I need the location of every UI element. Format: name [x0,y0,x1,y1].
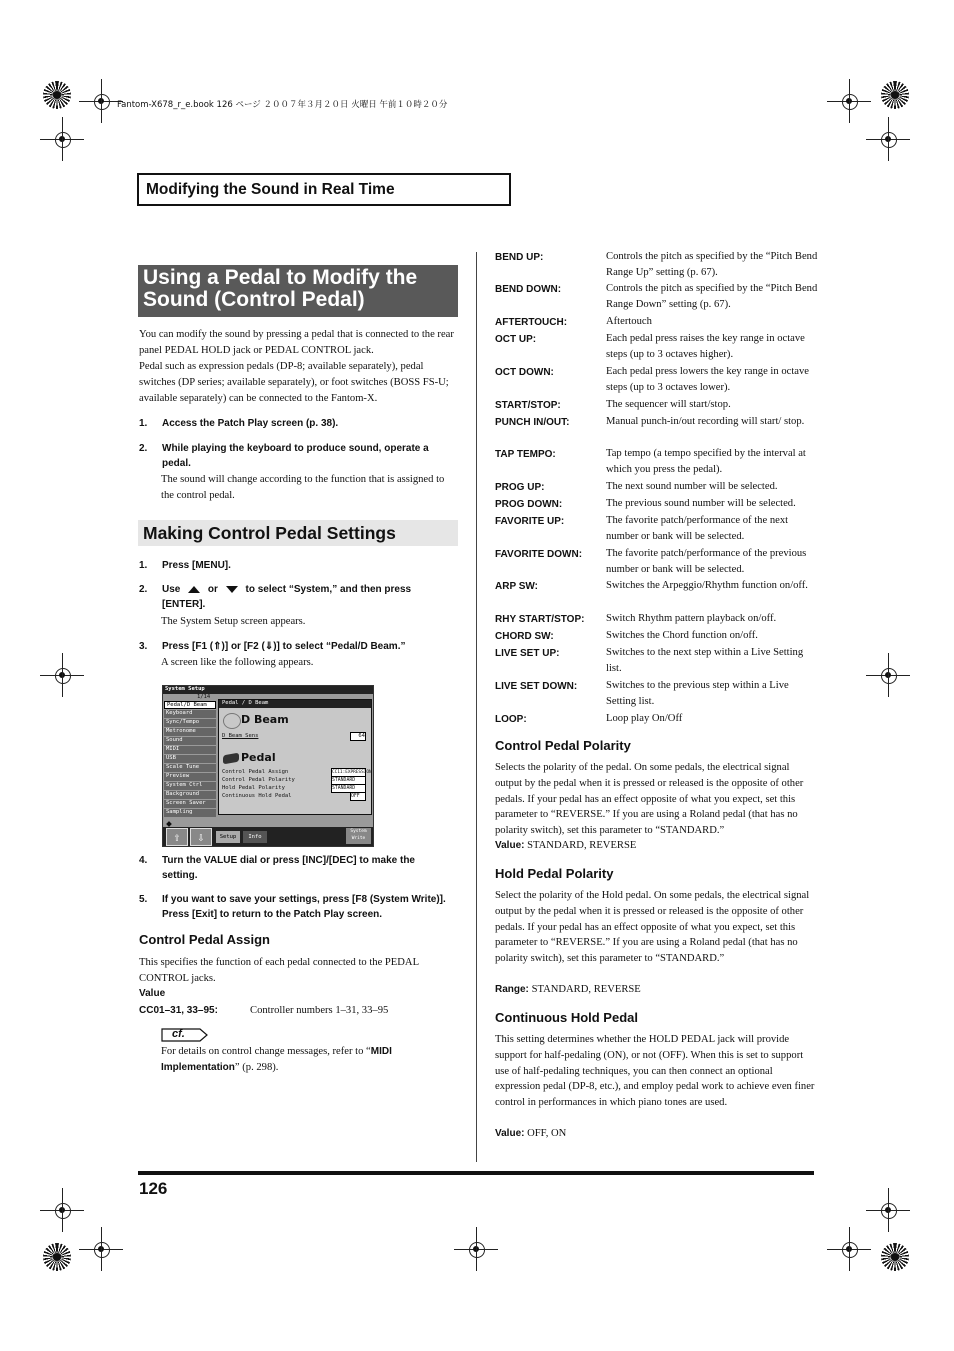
function-term: LIVE SET DOWN: [495,681,578,692]
step-text-post: to select “System,” and then press [ENTER]. [162,584,412,610]
param-value[interactable]: CC11:EXPRESSION [332,770,372,775]
function-desc: Controls the pitch as specified by the “Pitch Bend Range Down” setting (p. 67). [606,283,818,311]
function-term: RHY START/STOP: [495,614,585,625]
function-term: ARP SW: [495,581,538,592]
param-value[interactable]: STANDARD [331,776,366,785]
cpa-body: This specifies the function of each pedal connected to the PEDAL CONTROL jacks. [139,957,419,984]
cpa-cc-term: CC01–31, 33–95: [139,1005,218,1016]
function-desc: Manual punch-in/out recording will start/ stop. [606,416,805,427]
step-text: Access the Patch Play screen (p. 38). [162,418,339,429]
param-name: Control Pedal Polarity [222,777,295,783]
function-desc: The favorite patch/performance of the next number or bank will be selected. [606,515,789,543]
screen-menu-item-selected[interactable]: Pedal/D Beam [164,701,216,709]
function-desc: Aftertouch [606,316,652,327]
cpa-value-label: Value [139,988,166,999]
param-value[interactable]: STANDARD [331,784,366,793]
function-term: FAVORITE DOWN: [495,549,583,560]
cf-badge [162,1028,208,1042]
registration-burst-tr [881,81,909,109]
step-text-pre: Use [162,584,181,595]
cpa-cc-desc: Controller numbers 1–31, 33–95 [250,1005,389,1016]
screen-cursor-mark [166,821,172,827]
function-desc: Controls the pitch as specified by the “Pitch Bend Range Up” setting (p. 67). [606,251,818,279]
midi-implementation-link[interactable]: MIDI Implementation [161,1046,392,1073]
up-arrow-icon [187,585,201,594]
step-text: Press [MENU]. [162,560,231,571]
chp-value-label: Value: [495,1128,525,1139]
cf-label: cf. [172,1028,185,1040]
hpp-range-value: STANDARD, REVERSE [531,984,641,995]
function-term: TAP TEMPO: [495,449,556,460]
section-header [137,173,511,206]
function-term: BEND UP: [495,252,544,263]
chp-title: Continuous Hold Pedal [495,1010,638,1025]
system-setup-screen [162,685,374,847]
function-desc: Switches the Chord function on/off. [606,630,758,641]
cpp-value: STANDARD, REVERSE [527,840,637,851]
function-desc: The next sound number will be selected. [606,481,778,492]
step-text: While playing the keyboard to produce sound, operate a pedal. [162,443,429,469]
param-value[interactable]: OFF [350,792,366,801]
screen-menu-item[interactable]: MIDI [164,746,216,754]
screen-menu-item[interactable]: Sound [164,737,216,745]
chp-value: OFF, ON [527,1128,567,1139]
step-number: 2. [139,584,148,595]
function-term: AFTERTOUCH: [495,317,568,328]
function-desc: Loop play On/Off [606,713,683,724]
down-arrow-button[interactable]: ⇩ [190,828,212,846]
screen-panel-title: Pedal / D Beam [219,700,371,708]
function-desc: Switches to the next step within a Live Setting list. [606,647,804,675]
param-name: Hold Pedal Polarity [222,785,285,791]
step-text-or: or [207,584,218,595]
function-desc: The sequencer will start/stop. [606,399,731,410]
cf-note-post: ” (p. 298). [234,1061,279,1073]
dbeam-sens-value[interactable]: 64 [350,732,366,741]
screen-menu-item[interactable]: Background [164,791,216,799]
step-text: Press [F1 (⇑)] or [F2 (⇓)] to select “Pedal/D Beam.” [162,641,406,652]
settings-title-block [138,520,458,546]
step-number: 5. [139,894,148,905]
registration-burst-tl [43,81,71,109]
screen-menu-item[interactable]: Sync/Tempo [164,719,216,727]
main-title-block [138,265,458,317]
function-term: PUNCH IN/OUT: [495,417,570,428]
pedal-icon [223,753,239,765]
screen-menu-item[interactable]: Screen Saver [164,800,216,808]
step-number: 4. [139,855,148,866]
main-title: Using a Pedal to Modify the Sound (Control Pedal) [143,266,418,311]
registration-burst-bl [43,1243,71,1271]
pedal-label: Pedal [241,751,276,764]
function-term: START/STOP: [495,400,561,411]
function-term: OCT UP: [495,334,537,345]
function-desc: Tap tempo (a tempo specified by the interval at which you press the pedal). [606,448,806,476]
cf-note [161,1044,457,1076]
cf-note-pre: For details on control change messages, refer to “ [161,1046,371,1057]
hpp-body: Select the polarity of the Hold pedal. On some pedals, the electrical signal output by the pedal when it is pressed or released is the opposite of other pedals. If your pedal has an effect opposite of what you expect, set this parameter to “REVERSE.” If you are using a Roland pedal (that has no polarity switch), set this parameter to “STANDARD.” [495,890,810,965]
hpp-range-label: Range: [495,984,529,995]
screen-page-indicator: 1/14 [197,694,211,700]
footer-rule [138,1171,814,1175]
step-text: If you want to save your settings, press [F8 (System Write)]. Press [Exit] to return to the Patch Play screen. [162,894,446,920]
function-desc: Each pedal press raises the key range in octave steps (up to 3 octaves higher). [606,333,805,361]
screen-menu-item[interactable]: Sampling [164,809,216,817]
function-term: FAVORITE UP: [495,516,565,527]
function-term: OCT DOWN: [495,367,554,378]
step-number: 1. [139,418,148,429]
function-term: LOOP: [495,714,527,725]
function-desc: Switches the Arpeggio/Rhythm function on/off. [606,580,808,591]
screen-menu-item[interactable]: System Ctrl [164,782,216,790]
function-term: CHORD SW: [495,631,554,642]
step-b-2-note: The System Setup screen appears. [161,616,306,627]
cpp-value-line [495,840,636,851]
down-arrow-icon [225,585,239,594]
step-number: 2. [139,443,148,454]
chp-body: This setting determines whether the HOLD PEDAL jack will provide support for half-pedaling (ON), or not (OFF). When this is set to support use of half-pedaling techniques, you can then connect an optional expression pedal (DP-8, etc.), and employ pedal work to achieve even finer control in performances in which piano tones are used. [495,1034,815,1109]
cpa-title: Control Pedal Assign [139,932,270,947]
function-term: LIVE SET UP: [495,648,560,659]
setup-tab[interactable]: Setup [216,831,240,843]
info-tab[interactable]: Info [243,831,267,843]
screen-panel [218,699,372,815]
screen-menu-item[interactable]: Scale Tune [164,764,216,772]
step-text: Turn the VALUE dial or press [INC]/[DEC] to make the setting. [162,855,415,881]
screen-menu [164,701,216,818]
hpp-range-line [495,984,641,995]
function-term: BEND DOWN: [495,284,562,295]
param-name: Continuous Hold Pedal [222,793,292,799]
function-desc: Switch Rhythm pattern playback on/off. [606,613,777,624]
intro-paragraph-2: Pedal such as expression pedals (DP-8; available separately), pedal switches (DP series; available separately), or foot switches (BOSS FS-U; available separately) can be connected to the Fantom-X. [139,361,449,404]
chp-value-line [495,1128,566,1139]
section-header-label: Modifying the Sound in Real Time [146,181,395,198]
cpp-value-label: Value: [495,840,525,851]
screen-title: System Setup [165,686,205,692]
hpp-title: Hold Pedal Polarity [495,866,614,881]
intro-paragraph-1: You can modify the sound by pressing a pedal that is connected to the rear panel PEDAL HOLD jack or PEDAL CONTROL jack. [139,329,454,356]
dbeam-label: D Beam [241,713,289,726]
cpp-title: Control Pedal Polarity [495,738,631,753]
screen-menu-item[interactable]: USB [164,755,216,763]
page-number: 126 [139,1179,168,1198]
function-desc: Switches to the previous step within a Live Setting list. [606,680,789,708]
function-desc: Each pedal press lowers the key range in octave steps (up to 3 octaves lower). [606,366,809,394]
screen-menu-item[interactable]: Keyboard [164,710,216,718]
settings-title: Making Control Pedal Settings [143,523,396,543]
cpp-body: Selects the polarity of the pedal. On some pedals, the electrical signal output by the pedal when it is pressed or released is the opposite of other pedals. If your pedal has an effect opposite of what you expect, set this parameter to “REVERSE.” If you are using a Roland pedal (that has no polarity switch), set this parameter to “STANDARD.” [495,762,804,837]
step-number: 1. [139,560,148,571]
screen-bottom-bar [163,827,373,846]
step-a-2-note: The sound will change according to the function that is assigned to the control pedal. [161,474,445,501]
function-term: PROG DOWN: [495,499,563,510]
column-divider [476,252,477,1162]
beam-icon [223,713,241,729]
screen-menu-item[interactable]: Metronome [164,728,216,736]
param-name: Control Pedal Assign [222,769,289,775]
screen-title-bar [163,686,373,694]
step-b-3-note: A screen like the following appears. [161,657,314,668]
cf-arrow-icon [162,1028,208,1042]
file-header-line: Fantom-X678_r_e.book 126 ページ ２００７年３月２０日 火曜日 午前１０時２０分 [117,100,448,110]
dbeam-sens-label: D Beam Sens [222,733,259,739]
function-term: PROG UP: [495,482,545,493]
system-write-button[interactable]: System Write [346,828,371,844]
function-desc: The favorite patch/performance of the previous number or bank will be selected. [606,548,807,576]
screen-menu-item[interactable]: Preview [164,773,216,781]
step-number: 3. [139,641,148,652]
registration-burst-br [881,1243,909,1271]
up-arrow-button[interactable]: ⇧ [166,828,188,846]
function-desc: The previous sound number will be selected. [606,498,796,509]
